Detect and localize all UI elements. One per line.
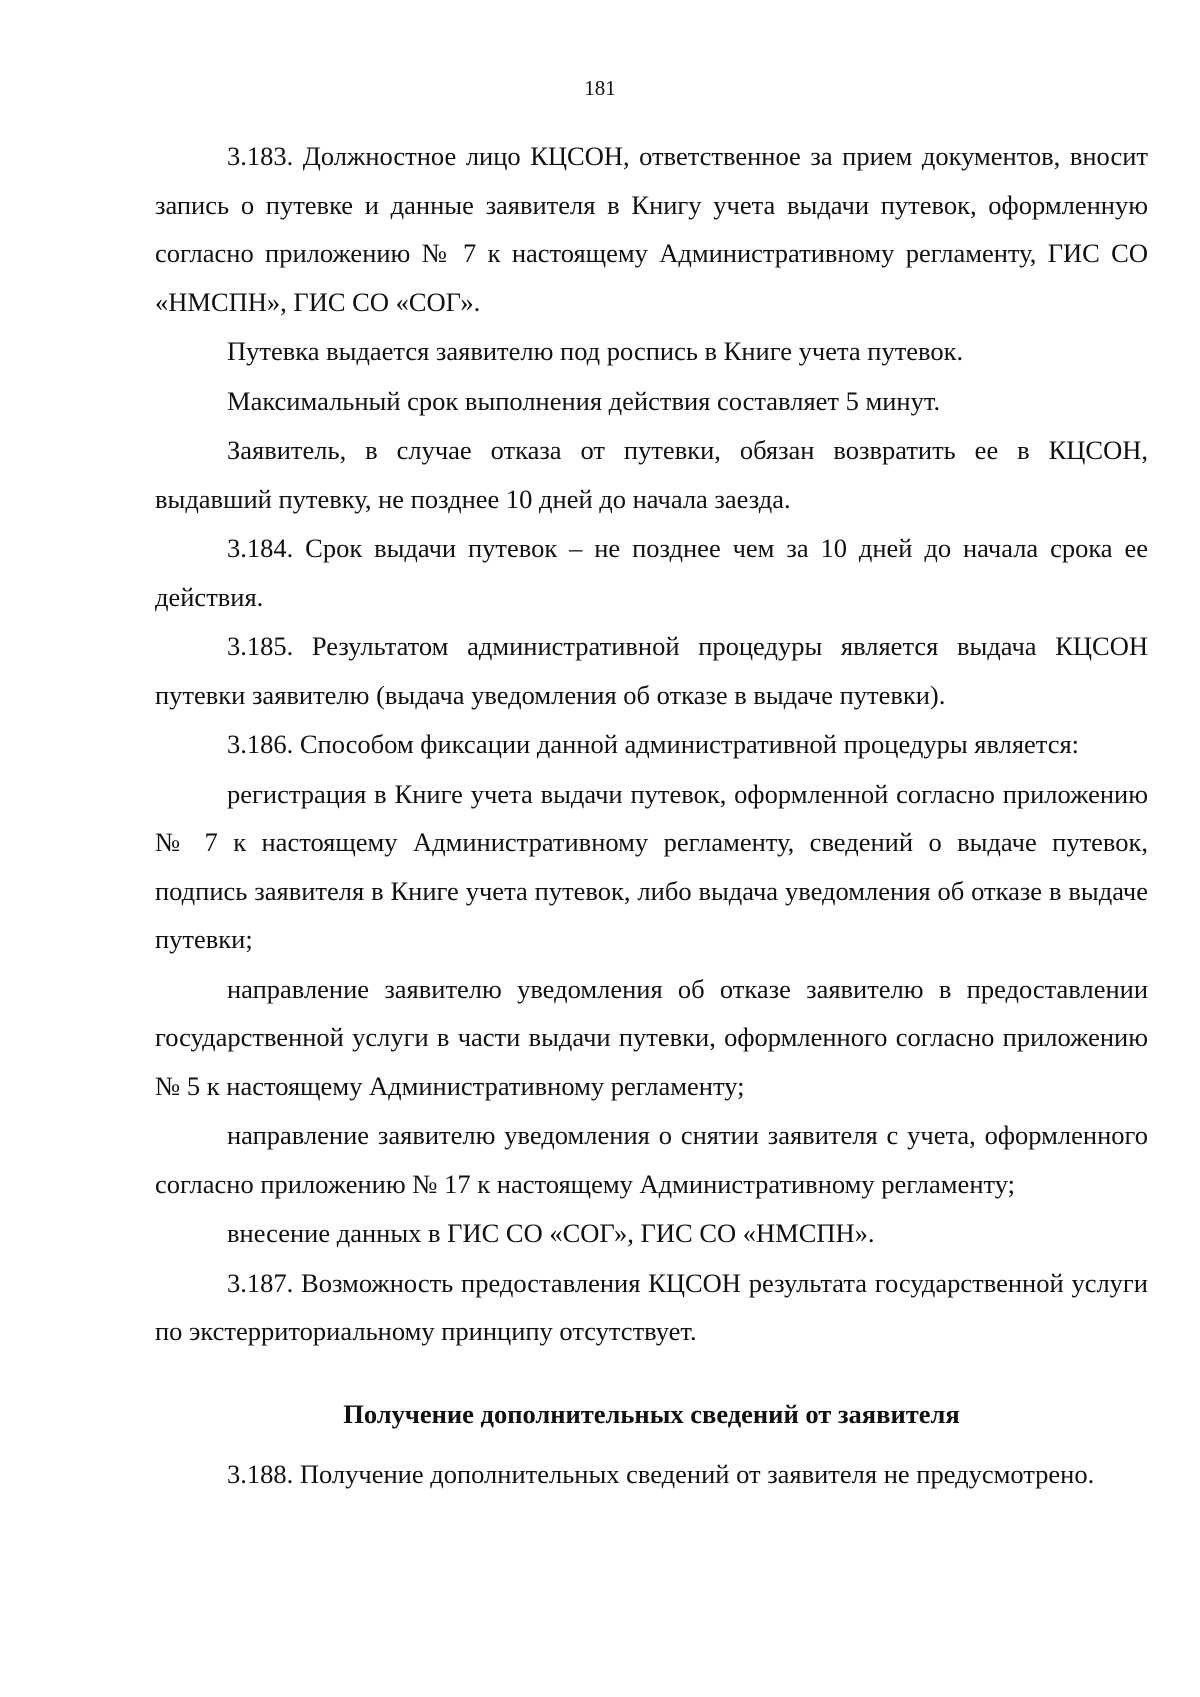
- paragraph-max-time: Максимальный срок выполнения действия составляет 5 минут.: [227, 385, 941, 416]
- paragraph-3-188: 3.188. Получение дополнительных сведений от заявителя не предусмотрено.: [227, 1459, 1095, 1489]
- paragraph-3-184: 3.184. Срок выдачи путевок – не позднее чем за 10 дней до начала срока ее действия.: [155, 533, 1148, 612]
- paragraph-3-183: 3.183. Должностное лицо КЦСОН, ответственное за прием документов, вносит запись о путевке и данные заявителя в Книгу учета выдачи путевок, оформленную согласно приложению № 7 к настоящему Административному регламенту, ГИС СО «НМСПН», ГИС СО «СОГ».: [155, 141, 1148, 317]
- paragraph-registration: регистрация в Книге учета выдачи путевок, оформленной согласно приложению № 7 к настоящему Административному регламенту, сведений о выдаче путевок, подпись заявителя в Книге учета путевок, либо выдача уведомления об отказе в выдаче путевки;: [155, 778, 1148, 954]
- paragraph-3-186: 3.186. Способом фиксации данной административной процедуры является:: [227, 729, 1080, 759]
- paragraph-3-187: 3.187. Возможность предоставления КЦСОН результата государственной услуги по экстерриториальному принципу отсутствует.: [155, 1267, 1148, 1346]
- paragraph-data-entry: внесение данных в ГИС СО «СОГ», ГИС СО «НМСПН».: [227, 1218, 875, 1248]
- section-heading: Получение дополнительных сведений от заявителя: [343, 1398, 960, 1429]
- document-body: [155, 132, 1148, 1499]
- paragraph-refusal-return: Заявитель, в случае отказа от путевки, обязан возвратить ее в КЦСОН, выдавший путевку, не позднее 10 дней до начала заезда.: [155, 435, 1148, 514]
- paragraph-refusal-notice: направление заявителю уведомления об отказе заявителю в предоставлении государственной услуги в части выдачи путевки, оформленного согласно приложению № 5 к настоящему Административному регламенту;: [155, 973, 1148, 1101]
- paragraph-signature-note: Путевка выдается заявителю под роспись в Книге учета путевок.: [227, 336, 964, 366]
- paragraph-3-185: 3.185. Результатом административной процедуры является выдача КЦСОН путевки заявителю (выдача уведомления об отказе в выдаче путевки).: [155, 631, 1148, 710]
- paragraph-deregistration-notice: направление заявителю уведомления о снятии заявителя с учета, оформленного согласно приложению № 17 к настоящему Административному регламенту;: [155, 1120, 1148, 1199]
- page-number: 181: [584, 76, 616, 100]
